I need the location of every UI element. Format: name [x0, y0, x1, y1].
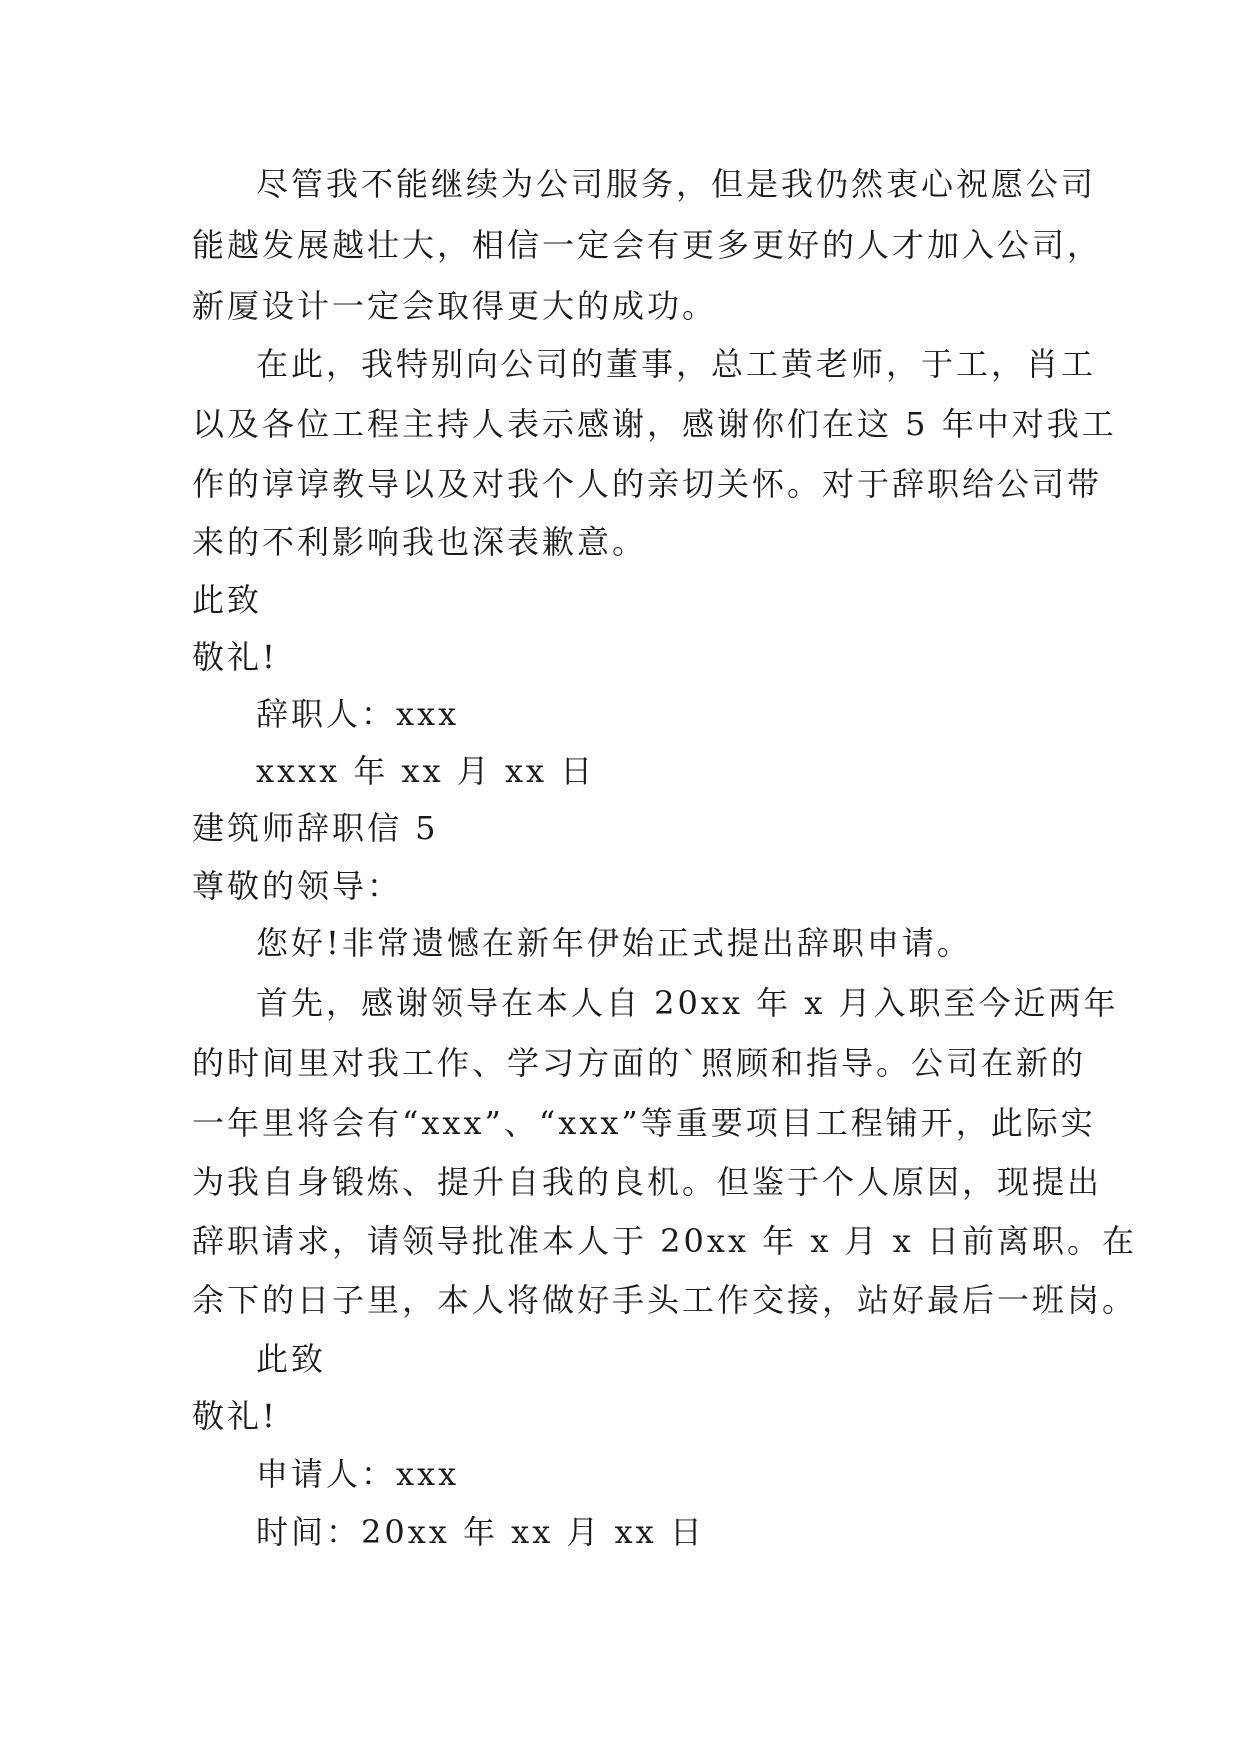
- letter5-heading: 建筑师辞职信 5: [192, 809, 439, 847]
- letter5-applicant: 申请人：xxx: [256, 1455, 460, 1493]
- letter5-para2-line4: 为我自身锻炼、提升自我的良机。但鉴于个人原因，现提出: [192, 1163, 1103, 1201]
- letter5-para2-line1: 首先，感谢领导在本人自 20xx 年 x 月入职至今近两年: [256, 984, 1119, 1022]
- letter4-para1-line3: 新厦设计一定会取得更大的成功。: [192, 287, 718, 325]
- letter5-greeting: 尊敬的领导：: [192, 867, 403, 905]
- letter4-closing: 此致: [192, 581, 263, 619]
- letter4-para2-line3: 作的谆谆教导以及对我个人的亲切关怀。对于辞职给公司带: [192, 465, 1103, 503]
- letter4-para2-line1: 在此，我特别向公司的董事，总工黄老师，于工，肖工: [256, 345, 1097, 383]
- letter4-para2-line4: 来的不利影响我也深表歉意。: [192, 523, 648, 561]
- letter5-para1: 您好!非常遗憾在新年伊始正式提出辞职申请。: [256, 924, 972, 962]
- letter4-salute: 敬礼!: [192, 638, 278, 676]
- letter5-para2-line6: 余下的日子里，本人将做好手头工作交接，站好最后一班岗。: [192, 1281, 1138, 1319]
- letter5-salute: 敬礼!: [192, 1397, 278, 1435]
- letter5-closing: 此致: [256, 1340, 327, 1378]
- letter5-time: 时间：20xx 年 xx 月 xx 日: [256, 1513, 705, 1551]
- letter5-para2-line5: 辞职请求，请领导批准本人于 20xx 年 x 月 x 日前离职。在: [192, 1222, 1137, 1260]
- letter4-para2-line2: 以及各位工程主持人表示感谢，感谢你们在这 5 年中对我工: [192, 405, 1117, 443]
- letter5-para2-line2: 的时间里对我工作、学习方面的`照顾和指导。公司在新的: [192, 1044, 1087, 1082]
- letter5-para2-line3: 一年里将会有“xxx”、“xxx”等重要项目工程铺开，此际实: [192, 1104, 1096, 1142]
- letter4-para1-line1: 尽管我不能继续为公司服务，但是我仍然衷心祝愿公司: [256, 165, 1097, 203]
- letter4-date: xxxx 年 xx 月 xx 日: [256, 752, 596, 790]
- letter4-para1-line2: 能越发展越壮大，相信一定会有更多更好的人才加入公司，: [192, 226, 1103, 264]
- letter4-signer: 辞职人：xxx: [256, 695, 460, 733]
